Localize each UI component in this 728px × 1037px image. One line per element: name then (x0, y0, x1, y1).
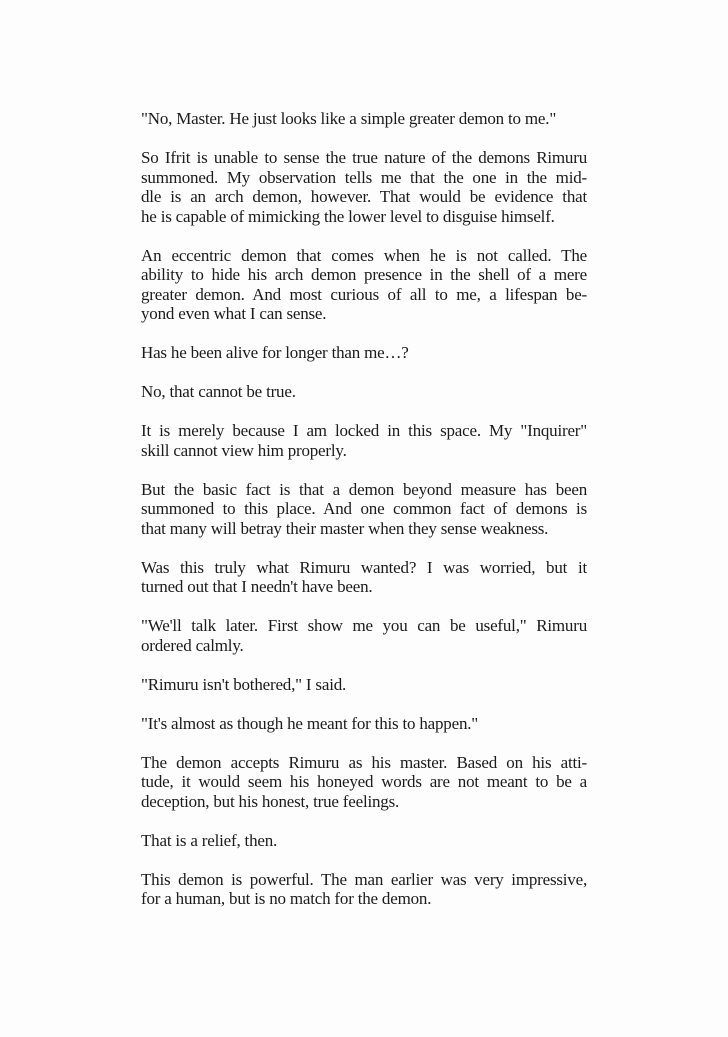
text-line: "It's almost as though he meant for this to happen." (141, 713, 479, 733)
text-line: The demon accepts Rimuru as his master. Based on his atti- (141, 752, 587, 772)
text-line: It is merely because I am locked in this space. My "Inquirer" (141, 421, 587, 440)
text-line: summoned. My observation tells me that the one in the mid- (141, 167, 587, 187)
paragraph (141, 382, 587, 402)
paragraph (141, 870, 587, 909)
paragraph (141, 343, 587, 363)
text-line: deception, but his honest, true feelings. (141, 791, 400, 811)
paragraph (141, 558, 587, 597)
text-line: ability to hide his arch demon presence in the shell of a mere (141, 265, 587, 284)
text-line: "Rimuru isn't bothered," I said. (141, 674, 347, 694)
text-line: greater demon. And most curious of all to me, a lifespan be- (141, 284, 587, 304)
text-line: he is capable of mimicking the lower level to disguise himself. (141, 206, 555, 226)
paragraph (141, 480, 587, 539)
text-line: for a human, but is no match for the demon. (141, 889, 432, 908)
paragraph (141, 753, 587, 812)
text-line: This demon is powerful. The man earlier was very impressive, (141, 869, 587, 889)
paragraph (141, 421, 587, 460)
text-line: That is a relief, then. (141, 830, 278, 850)
text-line: ordered calmly. (141, 635, 244, 655)
text-line: skill cannot view him properly. (141, 440, 347, 460)
text-line: turned out that I needn't have been. (141, 577, 373, 596)
text-line: "We'll talk later. First show me you can be useful," Rimuru (141, 616, 587, 635)
text-line: yond even what I can sense. (141, 304, 327, 323)
text-line: But the basic fact is that a demon beyond measure has been (141, 479, 587, 499)
text-line: No, that cannot be true. (141, 382, 296, 401)
paragraph (141, 148, 587, 226)
text-line: that many will betray their master when they sense weakness. (141, 518, 549, 538)
text-line: summoned to this place. And one common fact of demons is (141, 499, 587, 518)
paragraph (141, 831, 587, 851)
paragraph (141, 109, 587, 129)
text-line: Has he been alive for longer than me…? (141, 343, 409, 362)
text-line: dle is an arch demon, however. That would be evidence that (141, 187, 587, 206)
paragraph (141, 714, 587, 734)
paragraph (141, 675, 587, 695)
text-line: "No, Master. He just looks like a simple greater demon to me." (141, 109, 557, 128)
text-line: So Ifrit is unable to sense the true nature of the demons Rimuru (141, 148, 587, 167)
text-line: An eccentric demon that comes when he is not called. The (141, 245, 587, 265)
paragraph (141, 616, 587, 655)
paragraph (141, 246, 587, 324)
text-line: tude, it would seem his honeyed words are not meant to be a (141, 772, 587, 791)
text-line: Was this truly what Rimuru wanted? I was worried, but it (141, 557, 587, 577)
text-column (141, 109, 587, 928)
